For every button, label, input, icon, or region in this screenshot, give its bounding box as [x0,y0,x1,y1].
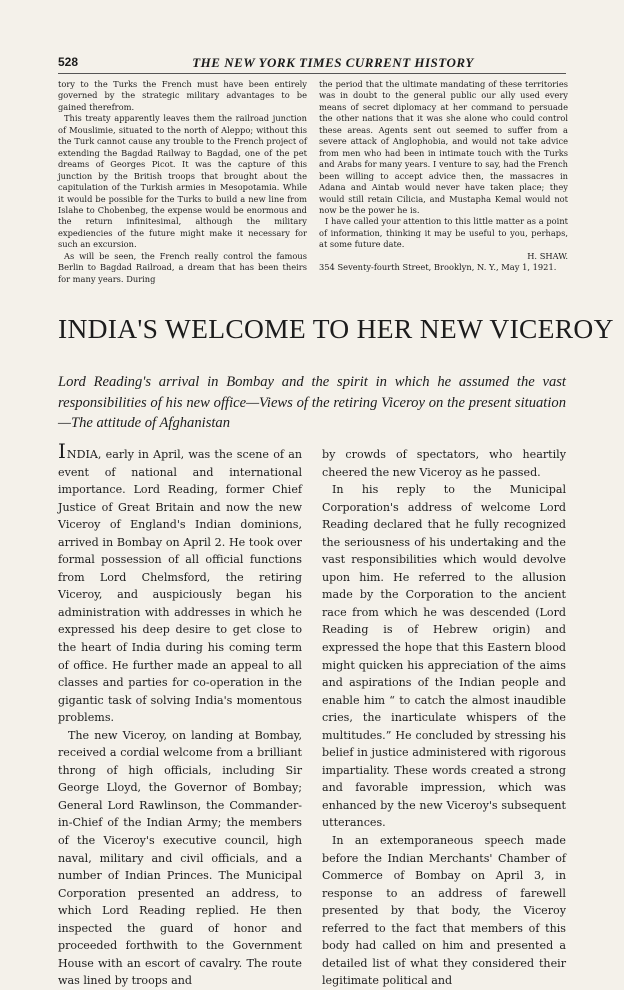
page-header [58,55,566,73]
letter-paragraph: tory to the Turks the French must have been entirely governed by the strategic military advantages to be gained therefrom. [58,79,307,112]
article-title: INDIA'S WELCOME TO HER NEW VICEROY [58,313,614,344]
article-column-right [322,446,566,990]
article-paragraph [58,439,302,727]
header-rule [58,73,566,74]
article-subtitle: Lord Reading's arrival in Bombay and the spirit in which he assumed the vast responsibilities of his new office—Views of the retiring Viceroy on the present situation—The attitude of Afghanistan [58,374,566,431]
article-paragraph: by crowds of spectators, who heartily cheered the new Viceroy as he passed. [322,448,566,479]
letter-signature: H. SHAW. [527,250,568,261]
article-paragraph: In his reply to the Municipal Corporation's address of welcome Lord Reading declared that he fully recognized the seriousness of his undertaking and the vast responsibilities which would devolve upon him. He referred to the allusion made by the Corporation to the ancient race from which he was descended (Lord Reading is of Hebrew origin) and expressed the hope that this Eastern blood might quicken his appreciation of the aims and aspirations of the Indian people and enable him “ to catch the almost inaudible cries, the inarticulate whispers of the multitudes.” He concluded by stressing his belief in justice administered with rigorous impartiality. These words created a strong and favorable impression, which was enhanced by the new Viceroy's subsequent utterances. [322,483,566,830]
article-column-left [58,439,302,990]
letter-paragraph: As will be seen, the French really control the famous Berlin to Bagdad Railroad, a dream that has been theirs for many years. During [58,250,307,284]
article-paragraph: The new Viceroy, on landing at Bombay, received a cordial welcome from a brilliant throng of high officials, including Sir George Lloyd, the Governor of Bombay; General Lord Rawlinson, the Commander-in-Chief of the Indian Army; the members of the Viceroy's executive council, high naval, military and civil officials, and a number of Indian Princes. The Municipal Corporation presented an address, to which Lord Reading replied. He then inspected the guard of honor and proceeded forthwith to the Government House with an escort of cavalry. The route was lined by troops and [58,728,302,988]
letter-paragraph: I have called your attention to this little matter as a point of information, thinking it may be useful to you, perhaps, at some future date. [319,216,568,250]
letter-column-right [319,79,568,274]
running-head: THE NEW YORK TIMES CURRENT HISTORY [192,55,474,70]
letter-column-left [58,79,307,285]
lead-text: NDIA, early in April, was the scene of an event of national and international importance. Lord Reading, former Chief Justice of Great Britain and now the new Viceroy of England's Indian dominions, arrived in Bombay on April 2. He took over formal possession of all official functions from Lord Chelmsford, the retiring Viceroy, and auspiciously began his administration with addresses in which he expressed his deep desire to get close to the heart of India during his coming term of office. He further made an appeal to all classes and parties for co-operation in the gigantic task of solving India's momentous problems. [58,448,302,725]
drop-cap: I [58,439,66,463]
letter-paragraph: This treaty apparently leaves them the railroad junction of Mouslimie, situated to the north of Aleppo; without this the Turk cannot cause any trouble to the French project of extending the Bagdad Railway to Bagdad, one of the pet dreams of Georges Picot. It was the capture of this junction by the British troops that brought about the capitulation of the Turkish armies in Mesopotamia. While it would be possible for the Turks to build a new line from Islahe to Chobenbeg, the expense would be enormous and the return infinitesimal, although the military expediencies of the future might make it necessary for such an excursion. [58,113,307,250]
article-paragraph: In an extemporaneous speech made before the Indian Merchants' Chamber of Commerce of Bombay on April 3, in response to an address of farewell presented by that body, the Viceroy referred to the fact that members of this body had called on him and presented a detailed list of what they considered their legitimate political and [322,834,566,988]
page-number: 528 [58,55,79,69]
letter-address: 354 Seventy-fourth Street, Brooklyn, N. Y., May 1, 1921. [319,262,557,273]
letter-paragraph: the period that the ultimate mandating of these territories was in doubt to the general public our ally used every means of secret diplomacy at her command to persuade the other nations that it was she alone who could control these areas. Agents sent out seemed to suffer from a severe attack of Anglophobia, and would not take advice from men who had been in intimate touch with the Turks and Arabs for many years. I venture to say, had the French been willing to accept advice then, the massacres in Adana and Aintab would never have taken place; they would still retain Cilicia, and Mustapha Kemal would not now be the power he is. [319,79,568,215]
